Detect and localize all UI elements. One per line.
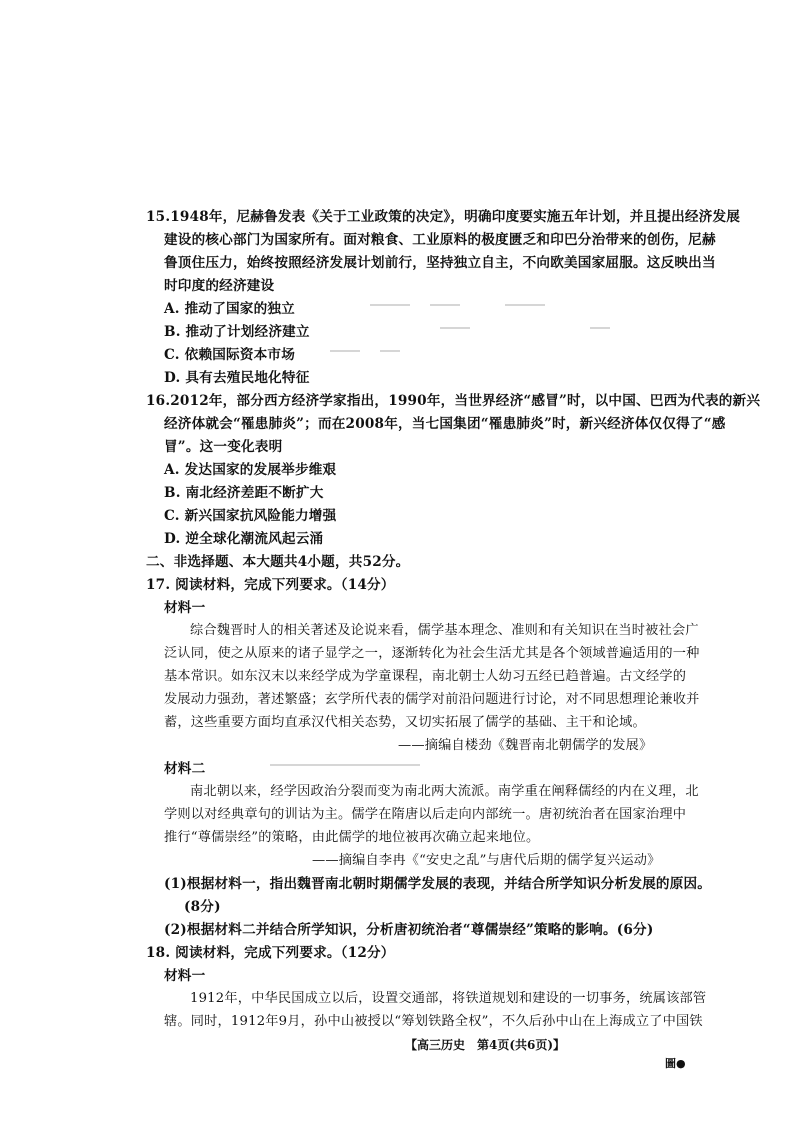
- q17-material-2-line-1: 南北朝以来，经学因政治分裂而变为南北两大流派。南学重在阐释儒经的内在义理，北: [190, 784, 699, 799]
- q15-option-d: D. 具有去殖民地化特征: [164, 370, 310, 386]
- q15-option-b: B. 推动了计划经济建立: [164, 324, 310, 340]
- q17-material-2-line-2: 学则以对经典章句的训诂为主。儒学在隋唐以后走向内部统一。唐初统治者在国家治理中: [164, 807, 687, 822]
- q16-option-d: D. 逆全球化潮流风起云涌: [164, 531, 324, 547]
- q16-line-2: 经济体就会“罹患肺炎”；而在2008年，当七国集团“罹患肺炎”时，新兴经济体仅仅得了“感: [164, 416, 726, 432]
- q16-option-c: C. 新兴国家抗风险能力增强: [164, 508, 337, 524]
- q17-sub-question-1: (1)根据材料一，指出魏晋南北朝时期儒学发展的表现，并结合所学知识分析发展的原因。: [164, 876, 712, 892]
- scan-smear: [430, 304, 460, 306]
- q18-heading: 18. 阅读材料，完成下列要求。（12分）: [146, 945, 395, 961]
- scan-smear: [370, 304, 410, 306]
- q15-line-2: 建设的核心部门为国家所有。面对粮食、工业原料的极度匮乏和印巴分治带来的创伤，尼赫: [164, 232, 716, 248]
- scan-smear: [380, 350, 400, 352]
- q17-material-1-line-3: 基本常识。如东汉末以来经学成为学童课程，南北朝士人幼习五经已趋普遍。古文经学的: [164, 669, 687, 684]
- q17-material-2-label: 材料二: [164, 761, 206, 777]
- q16-line-1: 16.2012年，部分西方经济学家指出，1990年，当世界经济“感冒”时，以中国、巴西为代表的新兴: [146, 393, 761, 409]
- q18-material-1-line-2: 辖。同时，1912年9月，孙中山被授以“筹划铁路全权”，不久后孙中山在上海成立了中国铁: [164, 1014, 703, 1029]
- scan-smear: [330, 350, 360, 352]
- q16-line-3: 冒”。这一变化表明: [164, 439, 283, 455]
- scan-smear: [440, 327, 470, 329]
- q15-line-4: 时印度的经济建设: [164, 278, 275, 294]
- q17-material-1-line-5: 蓄，这些重要方面均直承汉代相关态势，又切实拓展了儒学的基础、主干和论域。: [164, 715, 646, 730]
- scan-smear: [270, 764, 420, 766]
- q16-option-b: B. 南北经济差距不断扩大: [164, 485, 324, 501]
- q17-sub-question-1-score: (8分): [184, 899, 221, 915]
- scan-smear: [505, 304, 545, 306]
- q17-material-2-line-3: 推行“尊儒崇经”的策略，由此儒学的地位被再次确立起来地位。: [164, 830, 540, 845]
- q17-material-1-line-2: 泛认同，使之从原来的诸子显学之一，逐渐转化为社会生活尤其是各个领域普遍适用的一种: [164, 646, 700, 661]
- q17-sub-question-2: (2)根据材料二并结合所学知识，分析唐初统治者“尊儒崇经”策略的影响。(6分): [164, 922, 654, 938]
- q17-material-1-label: 材料一: [164, 600, 206, 616]
- q18-material-1-label: 材料一: [164, 968, 206, 984]
- q17-material-2-source: ——摘编自李冉《“安史之乱”与唐代后期的儒学复兴运动》: [312, 853, 661, 868]
- q17-heading: 17. 阅读材料，完成下列要求。（14分）: [146, 577, 395, 593]
- page-footer: 【高三历史 第4页(共6页)】: [405, 1038, 566, 1052]
- q16-option-a: A. 发达国家的发展举步维艰: [164, 462, 337, 478]
- corner-mark: 圖●: [665, 1057, 686, 1070]
- q15-line-1: 15.1948年，尼赫鲁发表《关于工业政策的决定》，明确印度要实施五年计划，并且提出经济发展: [146, 209, 741, 225]
- q17-material-1-line-4: 发展动力强劲，著述繁盛；玄学所代表的儒学对前沿问题进行讨论，对不同思想理论兼收并: [164, 692, 700, 707]
- q17-material-1-source: ——摘编自楼劲《魏晋南北朝儒学的发展》: [398, 738, 653, 753]
- q17-material-1-line-1: 综合魏晋时人的相关著述及论说来看，儒学基本理念、准则和有关知识在当时被社会广: [190, 623, 699, 638]
- q15-option-c: C. 依赖国际资本市场: [164, 347, 295, 363]
- q18-material-1-line-1: 1912年，中华民国成立以后，设置交通部，将铁道规划和建设的一切事务，统属该部管: [190, 991, 707, 1006]
- section-2-heading: 二、非选择题、本大题共4小题，共52分。: [146, 554, 410, 570]
- q15-line-3: 鲁顶住压力，始终按照经济发展计划前行，坚持独立自主，不向欧美国家屈服。这反映出当: [164, 255, 716, 271]
- scan-smear: [590, 327, 610, 329]
- q15-option-a: A. 推动了国家的独立: [164, 301, 295, 317]
